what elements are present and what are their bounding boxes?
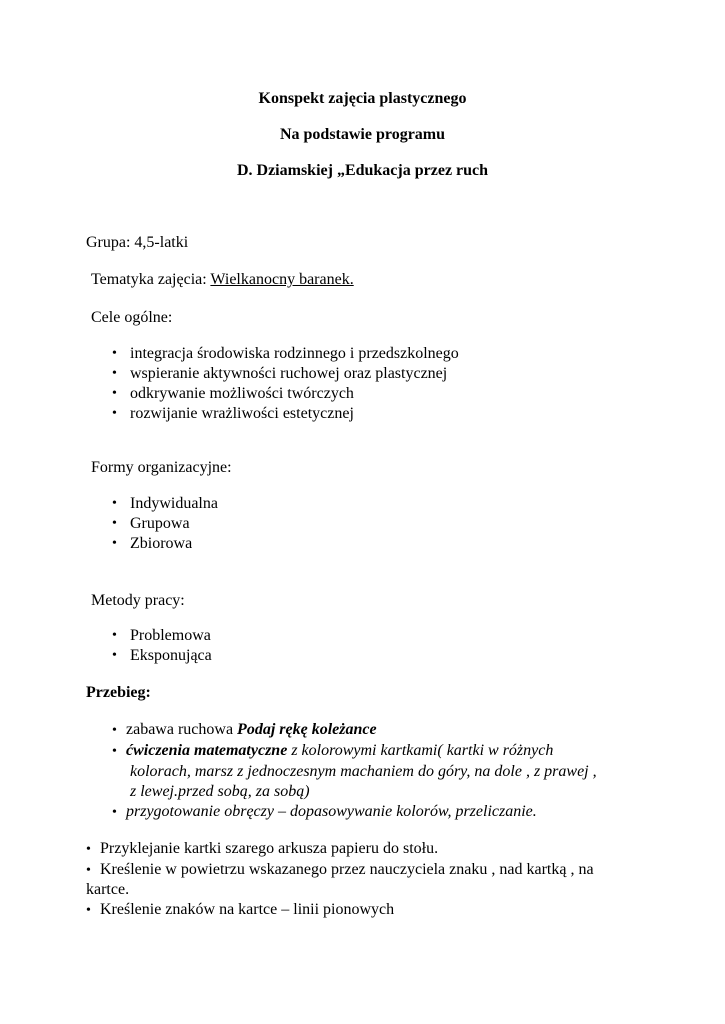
- course-item-2-text: z kolorowymi kartkami( kartki w różnych: [287, 742, 554, 759]
- step-2: [86, 860, 594, 881]
- goals-list: [112, 344, 459, 424]
- title-line-2: Na podstawie programu: [279, 126, 446, 143]
- course-item-2: [112, 741, 553, 762]
- bullet-icon: •: [86, 842, 91, 857]
- step-3: [86, 900, 394, 921]
- course-item-3: [112, 802, 537, 823]
- methods-heading: Metody pracy:: [91, 592, 185, 609]
- course-item-2-line-3: z lewej.przed sobą, za sobą): [130, 783, 310, 800]
- step-3-text: Kreślenie znaków na kartce – linii pionowych: [100, 901, 395, 918]
- list-item: • Grupowa: [112, 514, 218, 534]
- list-item: • Zbiorowa: [112, 534, 218, 554]
- bullet-icon: •: [86, 903, 91, 918]
- list-item: • odkrywanie możliwości twórczych: [112, 384, 459, 404]
- topic-value: Wielkanocny baranek.: [210, 271, 354, 288]
- list-item: • Indywidualna: [112, 494, 218, 514]
- bullet-icon: •: [112, 723, 117, 738]
- methods-list: [112, 626, 212, 666]
- list-item: • wspieranie aktywności ruchowej oraz plastycznej: [112, 364, 459, 384]
- course-item-3-text: przygotowanie obręczy – dopasowywanie kolorów, przeliczanie.: [126, 803, 537, 820]
- list-item: • rozwijanie wrażliwości estetycznej: [112, 404, 459, 424]
- list-item: • Eksponująca: [112, 646, 212, 666]
- forms-list: [112, 494, 218, 554]
- list-item: • integracja środowiska rodzinnego i przedszkolnego: [112, 344, 459, 364]
- title-line-1: Konspekt zajęcia plastycznego: [258, 90, 467, 107]
- step-2-line-2: kartce.: [86, 881, 130, 898]
- topic-line: [91, 270, 354, 290]
- list-item: • Problemowa: [112, 626, 212, 646]
- course-item-1-prefix: zabawa ruchowa: [126, 721, 238, 738]
- step-1-text: Przyklejanie kartki szarego arkusza papieru do stołu.: [100, 840, 439, 857]
- step-1: [86, 839, 438, 860]
- course-item-1: [112, 720, 377, 741]
- title-line-3: D. Dziamskiej „Edukacja przez ruch: [236, 162, 489, 179]
- course-item-2-line-2: kolorach, marsz z jednoczesnym machaniem do góry, na dole , z prawej ,: [130, 763, 597, 780]
- course-item-1-game: Podaj rękę koleżance: [237, 721, 377, 738]
- bullet-icon: •: [86, 863, 91, 878]
- step-2-text: Kreślenie w powietrzu wskazanego przez nauczyciela znaku , nad kartką , na: [100, 861, 594, 878]
- course-heading: Przebieg:: [86, 684, 151, 701]
- topic-label: Tematyka zajęcia:: [91, 271, 211, 288]
- bullet-icon: •: [112, 744, 117, 759]
- course-item-2-title: ćwiczenia matematyczne: [126, 742, 288, 759]
- bullet-icon: •: [112, 805, 117, 820]
- forms-heading: Formy organizacyjne:: [91, 459, 232, 476]
- group-line: Grupa: 4,5-latki: [86, 234, 189, 251]
- goals-heading: Cele ogólne:: [91, 309, 173, 326]
